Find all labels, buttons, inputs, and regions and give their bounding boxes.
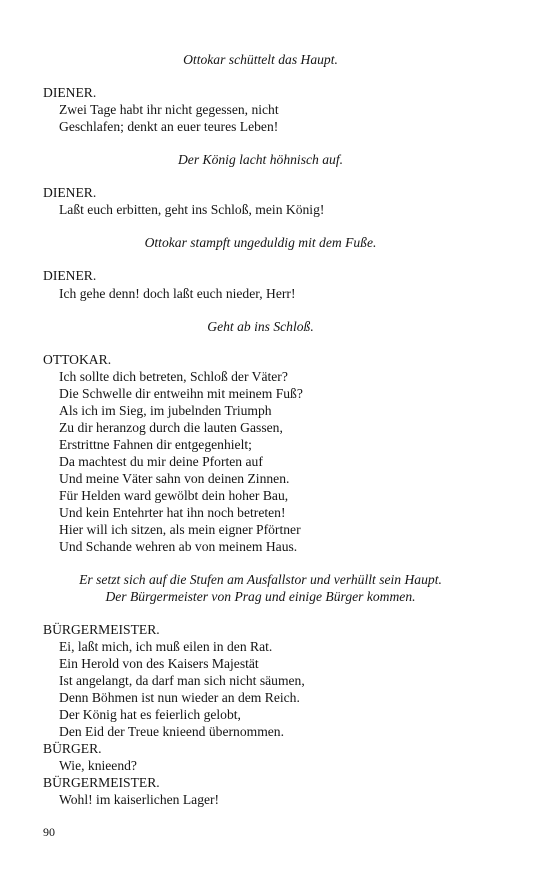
verse-line: Ei, laßt mich, ich muß eilen in den Rat. [59, 639, 273, 654]
speaker-name: BÜRGER. [43, 741, 102, 756]
stage-direction: Ottokar stampft ungeduldig mit dem Fuße. [144, 235, 377, 250]
verse-line: Als ich im Sieg, im jubelnden Triumph [59, 403, 272, 418]
verse-line: Für Helden ward gewölbt dein hoher Bau, [59, 488, 289, 503]
verse-line: Geschlafen; denkt an euer teures Leben! [59, 119, 279, 134]
stage-direction: Ottokar schüttelt das Haupt. [183, 52, 338, 67]
page-number: 90 [43, 825, 55, 839]
verse-line: Wohl! im kaiserlichen Lager! [59, 792, 220, 807]
verse-line: Ich sollte dich betreten, Schloß der Väter? [59, 369, 288, 384]
speaker-name: BÜRGERMEISTER. [43, 622, 160, 637]
verse-line: Laßt euch erbitten, geht ins Schloß, mein König! [59, 202, 325, 217]
speaker-name: DIENER. [43, 185, 97, 200]
verse-line: Denn Böhmen ist nun wieder an dem Reich. [59, 690, 300, 705]
verse-line: Ist angelangt, da darf man sich nicht säumen, [59, 673, 305, 688]
verse-line: Erstrittne Fahnen dir entgegenhielt; [59, 437, 252, 452]
verse-line: Ein Herold von des Kaisers Majestät [59, 656, 259, 671]
stage-direction: Der Bürgermeister von Prag und einige Bürger kommen. [105, 589, 416, 604]
speaker-name: BÜRGERMEISTER. [43, 775, 160, 790]
verse-line: Ich gehe denn! doch laßt euch nieder, Herr! [59, 286, 296, 301]
verse-line: Zu dir heranzog durch die lauten Gassen, [59, 420, 283, 435]
verse-line: Der König hat es feierlich gelobt, [59, 707, 241, 722]
verse-line: Die Schwelle dir entweihn mit meinem Fuß? [59, 386, 303, 401]
verse-line: Und meine Väter sahn von deinen Zinnen. [59, 471, 290, 486]
speaker-name: OTTOKAR. [43, 352, 112, 367]
stage-direction: Er setzt sich auf die Stufen am Ausfallstor und verhüllt sein Haupt. [79, 572, 442, 587]
verse-line: Den Eid der Treue knieend übernommen. [59, 724, 285, 739]
book-page [43, 0, 513, 880]
stage-direction: Der König lacht höhnisch auf. [177, 152, 343, 167]
speaker-name: DIENER. [43, 85, 97, 100]
verse-line: Hier will ich sitzen, als mein eigner Pförtner [59, 522, 301, 537]
verse-line: Da machtest du mir deine Pforten auf [59, 454, 263, 469]
verse-line: Und kein Entehrter hat ihn noch betreten! [59, 505, 286, 520]
verse-line: Und Schande wehren ab von meinem Haus. [59, 539, 298, 554]
verse-line: Zwei Tage habt ihr nicht gegessen, nicht [59, 102, 279, 117]
stage-direction: Geht ab ins Schloß. [207, 319, 314, 334]
speaker-name: DIENER. [43, 268, 97, 283]
verse-line: Wie, knieend? [59, 758, 137, 773]
